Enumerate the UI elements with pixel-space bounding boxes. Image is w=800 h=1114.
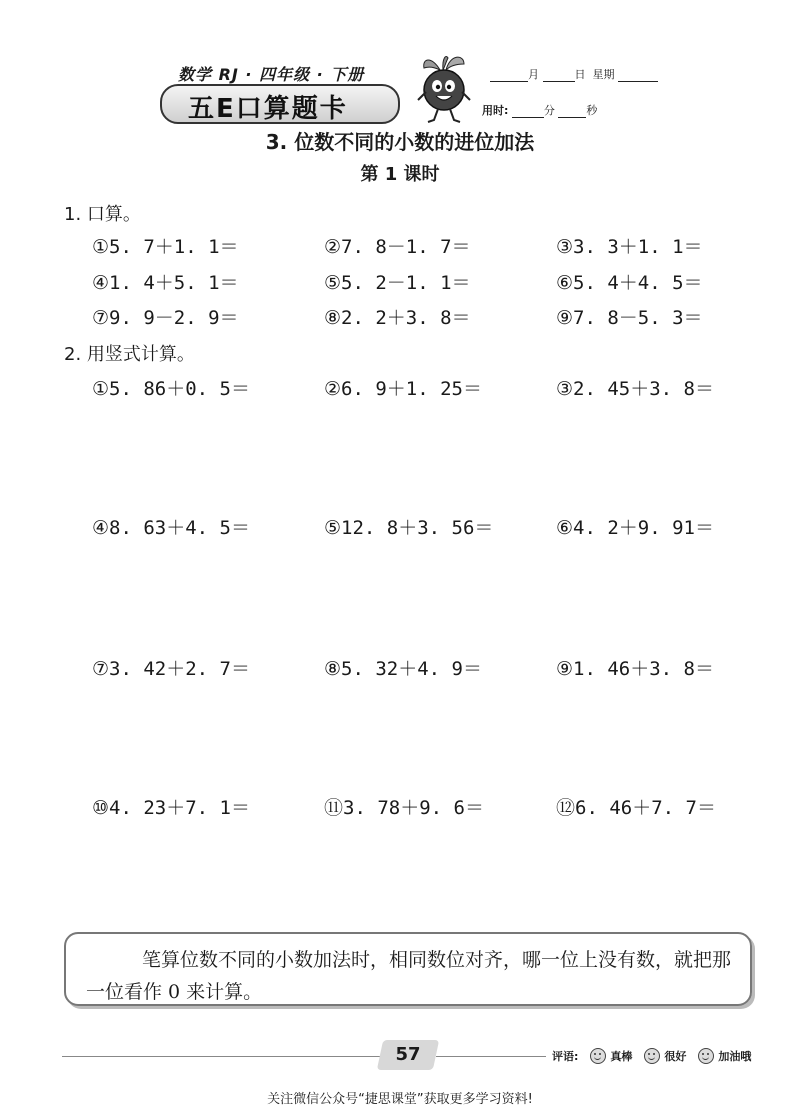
- page-number: 57: [395, 1044, 421, 1065]
- day-blank[interactable]: [543, 69, 575, 82]
- eval-option: 很好: [664, 1050, 687, 1063]
- vertical-problem: ⑨1. 46＋3. 8＝: [556, 658, 714, 680]
- tip-box: [64, 932, 752, 1006]
- section1-title: 1. 口算。: [64, 204, 141, 225]
- smile-face-icon[interactable]: [644, 1048, 660, 1064]
- smile-face-icon[interactable]: [590, 1048, 606, 1064]
- eval-label: 评语:: [552, 1050, 579, 1063]
- section2-title: 2. 用竖式计算。: [64, 344, 195, 365]
- subject-label: 数学 RJ · 四年级 · 下册: [178, 65, 365, 84]
- oral-problem: ⑥5. 4＋4. 5＝: [556, 272, 703, 294]
- vertical-problem: ⑪3. 78＋9. 6＝: [324, 797, 484, 819]
- vertical-problem: ④8. 63＋4. 5＝: [92, 517, 250, 539]
- lesson-title: 3. 位数不同的小数的进位加法: [265, 130, 535, 154]
- vertical-problem: ⑫6. 46＋7. 7＝: [556, 797, 716, 819]
- vertical-problem: ①5. 86＋0. 5＝: [92, 378, 250, 400]
- vertical-problem: ③2. 45＋3. 8＝: [556, 378, 714, 400]
- promo-footer-text: 关注微信公众号“捷思课堂”获取更多学习资料!: [267, 1092, 533, 1107]
- time-fill-line: 用时: 分 秒: [482, 104, 598, 117]
- footer-divider-right: [436, 1056, 546, 1057]
- oral-problem: ⑨7. 8－5. 3＝: [556, 307, 703, 329]
- vertical-problem: ②6. 9＋1. 25＝: [324, 378, 482, 400]
- vertical-problem: ⑩4. 23＋7. 1＝: [92, 797, 250, 819]
- oral-problem: ⑤5. 2－1. 1＝: [324, 272, 471, 294]
- vertical-problem: ⑥4. 2＋9. 91＝: [556, 517, 714, 539]
- date-fill-line: 月 日 星期: [490, 66, 658, 82]
- card-title-banner: [160, 84, 400, 124]
- vertical-problem: ⑤12. 8＋3. 56＝: [324, 517, 494, 539]
- eval-option: 真棒: [610, 1050, 633, 1063]
- cheer-face-icon[interactable]: [698, 1048, 714, 1064]
- card-title: 五E口算题卡: [188, 94, 348, 124]
- lesson-subtitle: 第 1 课时: [360, 164, 440, 185]
- oral-problem: ③3. 3＋1. 1＝: [556, 236, 703, 258]
- evaluation-bar: [552, 1048, 751, 1064]
- oral-problem: ①5. 7＋1. 1＝: [92, 236, 239, 258]
- oral-problem: ⑦9. 9－2. 9＝: [92, 307, 239, 329]
- oral-problem: ⑧2. 2＋3. 8＝: [324, 307, 471, 329]
- vertical-problem: ⑧5. 32＋4. 9＝: [324, 658, 482, 680]
- radish-mascot-icon: [410, 52, 480, 124]
- month-blank[interactable]: [490, 69, 528, 82]
- vertical-problem: ⑦3. 42＋2. 7＝: [92, 658, 250, 680]
- eval-option: 加油哦: [718, 1050, 752, 1063]
- seconds-blank[interactable]: [558, 105, 586, 118]
- oral-problem: ②7. 8－1. 7＝: [324, 236, 471, 258]
- footer-divider-left: [62, 1056, 382, 1057]
- oral-problem: ④1. 4＋5. 1＝: [92, 272, 239, 294]
- tip-text: 笔算位数不同的小数加法时，相同数位对齐，哪一位上没有数，就把那一位看作 0 来计算。: [86, 949, 732, 1003]
- minutes-blank[interactable]: [512, 105, 544, 118]
- weekday-blank[interactable]: [618, 69, 658, 82]
